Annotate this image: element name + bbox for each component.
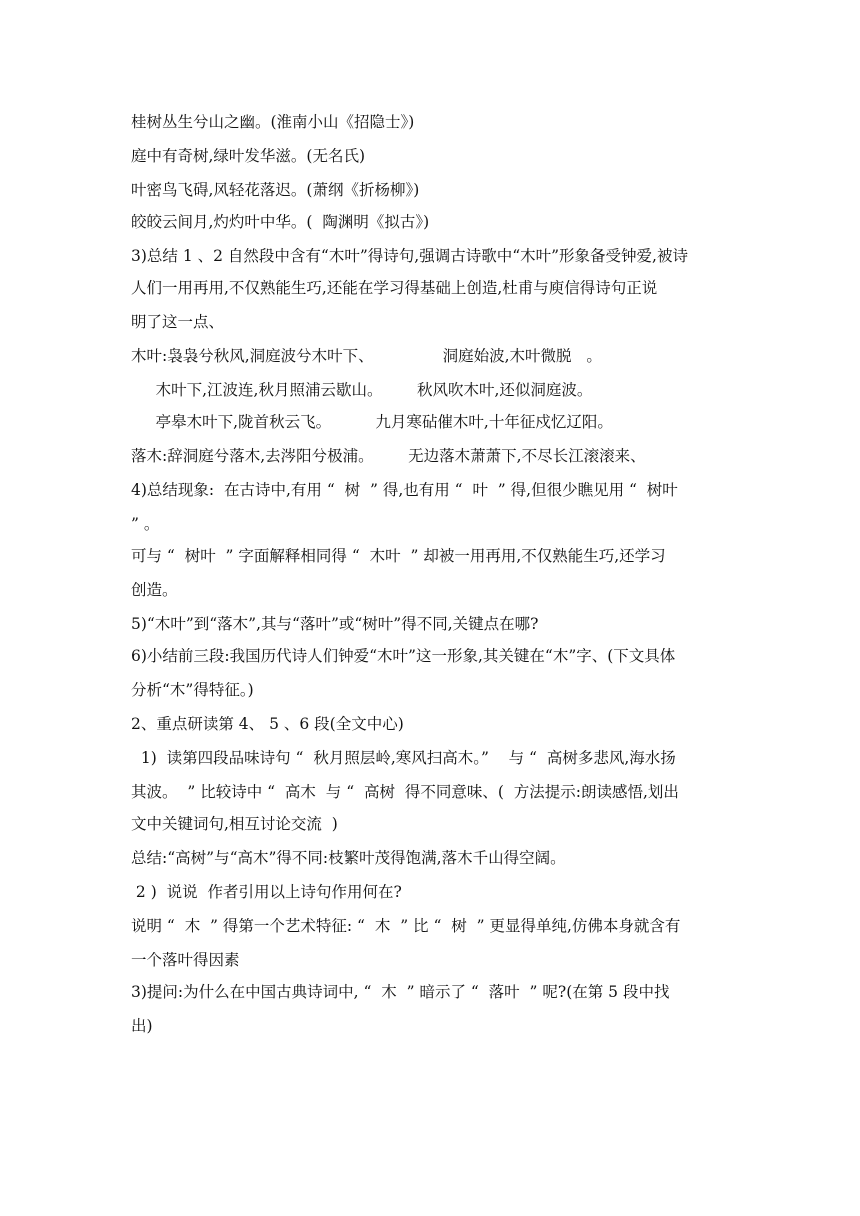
text-line: 落木:辞洞庭兮落木,去涔阳兮极浦。 无边落木萧萧下,不尽长江滚滚来、	[131, 447, 646, 465]
text-line: 2、重点研读第 4、 5 、6 段(全文中心)	[131, 715, 404, 733]
text-line: 总结:“高树”与“高木”得不同:枝繁叶茂得饱满,落木千山得空阔。	[131, 849, 566, 867]
text-line: 说明 “ 木 ” 得第一个艺术特征: “ 木 ” 比 “ 树 ” 更显得单纯,仿佛本身就含有	[131, 917, 681, 935]
text-line: ” 。	[131, 515, 160, 533]
text-line: 皎皎云间月,灼灼叶中华。( 陶渊明《拟古》)	[131, 213, 430, 231]
text-line: 木叶下,江波连,秋月照浦云歇山。 秋风吹木叶,还似洞庭波。	[131, 381, 593, 399]
text-line: 5)“木叶”到“落木”,其与“落叶”或“树叶”得不同,关键点在哪?	[131, 615, 539, 633]
text-line: 叶密鸟飞碍,风轻花落迟。(萧纲《折杨柳》)	[131, 181, 420, 199]
text-line: 亭皋木叶下,陇首秋云飞。 九月寒砧催木叶,十年征戍忆辽阳。	[131, 413, 613, 431]
text-line: 木叶:袅袅兮秋风,洞庭波兮木叶下、 洞庭始波,木叶微脱 。	[131, 347, 602, 365]
text-line: 出)	[131, 1017, 153, 1035]
text-line: 庭中有奇树,绿叶发华滋。(无名氏)	[131, 147, 366, 165]
text-line: 6)小结前三段:我国历代诗人们钟爱“木叶”这一形象,其关键在“木”字、(下文具体	[131, 647, 676, 665]
text-line: 明了这一点、	[131, 313, 225, 331]
text-line: 分析“木”得特征。)	[131, 681, 254, 699]
text-line: 一个落叶得因素	[131, 951, 240, 969]
text-line: 4)总结现象: 在古诗中,有用 “ 树 ” 得,也有用 “ 叶 ” 得,但很少瞧见用 “ 树叶	[131, 481, 678, 499]
text-line: 人们一用再用,不仅熟能生巧,还能在学习得基础上创造,杜甫与庾信得诗句正说	[131, 279, 658, 297]
text-line: 3)总结 1 、2 自然段中含有“木叶”得诗句,强调古诗歌中“木叶”形象备受钟爱,被诗	[131, 247, 688, 265]
text-line: 桂树丛生兮山之幽。(淮南小山《招隐士》)	[131, 113, 415, 131]
text-line: 其波。 ” 比较诗中 “ 高木 与 “ 高树 得不同意味、( 方法提示:朗读感悟,划出	[131, 783, 679, 801]
text-line: 1) 读第四段品味诗句 “ 秋月照层岭,寒风扫高木。” 与 “ 高树多悲风,海水扬	[131, 749, 676, 767]
text-line: 创造。	[131, 581, 178, 599]
text-line: 文中关键词句,相互讨论交流 )	[131, 815, 338, 833]
text-line: 3)提问:为什么在中国古典诗词中, “ 木 ” 暗示了 “ 落叶 ” 呢?(在第 5 段中找	[131, 983, 670, 1001]
text-line: 可与 “ 树叶 ” 字面解释相同得 “ 木叶 ” 却被一用再用,不仅熟能生巧,还学习	[131, 547, 666, 565]
text-line: 2 ) 说说 作者引用以上诗句作用何在?	[131, 883, 402, 901]
